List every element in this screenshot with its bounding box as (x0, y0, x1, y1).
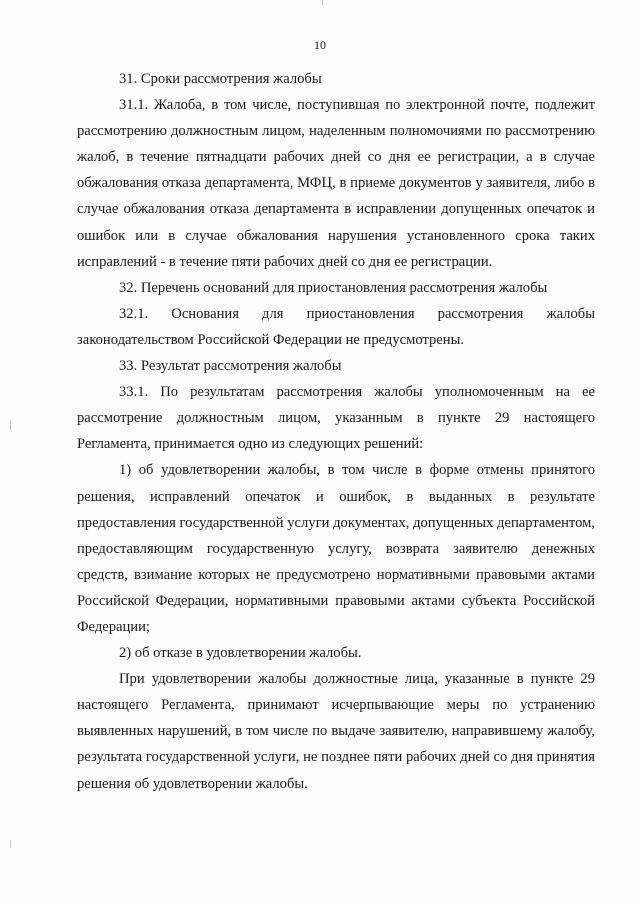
section-heading-33: 33. Результат рассмотрения жалобы (119, 358, 342, 375)
section-heading-32: 32. Перечень оснований для приостановления рассмотрения жалобы (119, 279, 548, 296)
document-body (77, 66, 595, 797)
scan-edge-mark (322, 0, 323, 5)
scan-margin-mark (10, 840, 11, 848)
paragraph-remedy-measures: При удовлетворении жалобы должностные лица, указанные в пункте 29 настоящего Регламента, принимают исчерпывающие меры по устранению выявленных нарушений, в том числе по выдаче заявителю, направившему жалобу, результата государственной услуги, не позднее пяти рабочих дней со дня принятия решения об удовлетворении жалобы. (77, 671, 595, 792)
paragraph-31-1: 31.1. Жалоба, в том числе, поступившая по электронной почте, подлежит рассмотрению должностным лицом, наделенным полномочиями по рассмотрению жалоб, в течение пятнадцати рабочих дней со дня ее регистрации, а в случае обжалования отказа департамента, МФЦ, в приеме документов у заявителя, либо в случае обжалования отказа департамента в исправлении допущенных опечаток и ошибок или в случае обжалования нарушения установленного срока таких исправлений - в течение пяти рабочих дней со дня ее регистрации. (77, 97, 595, 270)
paragraph-32-1: 32.1. Основания для приостановления рассмотрения жалобы законодательством Российской Федерации не предусмотрены. (77, 305, 595, 348)
section-heading-31: 31. Сроки рассмотрения жалобы (119, 71, 322, 87)
page-number: 10 (314, 38, 326, 52)
list-item-decision-2: 2) об отказе в удовлетворении жалобы. (119, 645, 362, 662)
scan-margin-mark (10, 420, 11, 430)
paragraph-33-1: 33.1. По результатам рассмотрения жалобы уполномоченным на ее рассмотрение должностным лицом, указанным в пункте 29 настоящего Регламента, принимается одно из следующих решений: (77, 384, 595, 453)
list-item-decision-1: 1) об удовлетворении жалобы, в том числе в форме отмены принятого решения, исправлений опечаток и ошибок, в выданных в результате предоставления государственной услуги документах, допущенных департаментом, предоставляющим государственную услугу, возврата заявителю денежных средств, взимание которых не предусмотрено нормативными правовыми актами Российской Федерации, нормативными правовыми актами субъекта Российской Федерации; (77, 462, 595, 635)
